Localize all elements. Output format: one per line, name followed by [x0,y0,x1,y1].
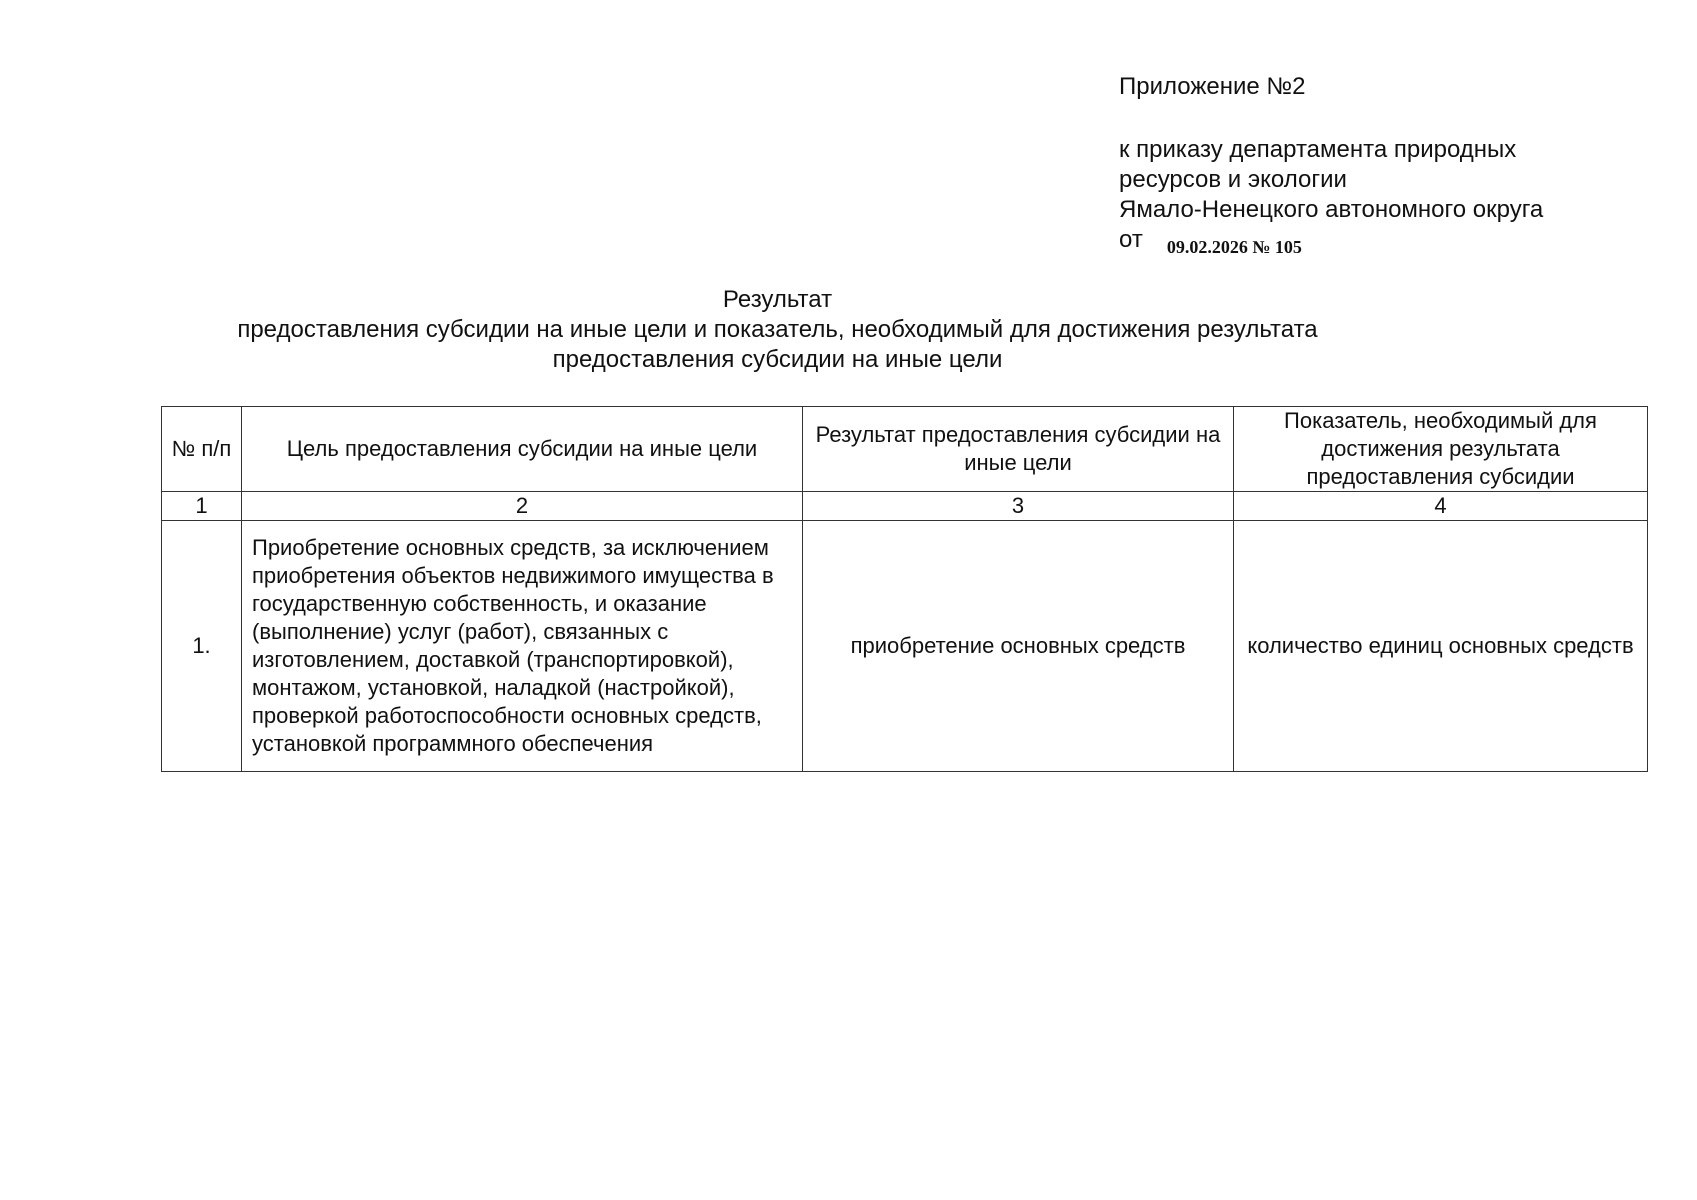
appendix-date-number: 09.02.2026 № 105 [1166,237,1302,257]
appendix-order-line-1: к приказу департамента природных [1119,136,1517,163]
column-number-3: 3 [803,492,1234,521]
header-goal: Цель предоставления субсидии на иные цели [242,407,803,492]
row-result: приобретение основных средств [803,521,1234,772]
column-number-1: 1 [162,492,242,521]
document-title [0,285,1555,375]
header-result: Результат предоставления субсидии на иные цели [803,407,1234,492]
appendix-order-line-3: Ямало-Ненецкого автономного округа [1119,196,1544,223]
row-goal: Приобретение основных средств, за исключением приобретения объектов недвижимого имущества в государственную собственность, и оказание (выполнение) услуг (работ), связанных с изготовлением, доставкой (транспортировкой), монтажом, установкой, наладкой (настройкой), проверкой работоспособности основных средств, установкой программного обеспечения [242,521,803,772]
appendix-from-label: от [1119,226,1143,253]
appendix-number: Приложение №2 [1119,73,1306,100]
header-number: № п/п [162,407,242,492]
title-line-3: предоставления субсидии на иные цели [552,346,1003,373]
row-indicator: количество единиц основных средств [1234,521,1648,772]
results-table [161,406,1648,772]
table-column-numbers-row [162,492,1648,521]
column-number-4: 4 [1234,492,1648,521]
appendix-block [1119,72,1659,256]
table-header-row [162,407,1648,492]
header-indicator: Показатель, необходимый для достижения результата предоставления субсидии [1234,407,1648,492]
row-number: 1. [162,521,242,772]
appendix-date-row [1119,225,1659,256]
table-row [162,521,1648,772]
title-line-1: Результат [722,286,833,313]
column-number-2: 2 [242,492,803,521]
title-line-2: предоставления субсидии на иные цели и показатель, необходимый для достижения результата [237,316,1318,343]
appendix-order-line-2: ресурсов и экологии [1119,166,1347,193]
